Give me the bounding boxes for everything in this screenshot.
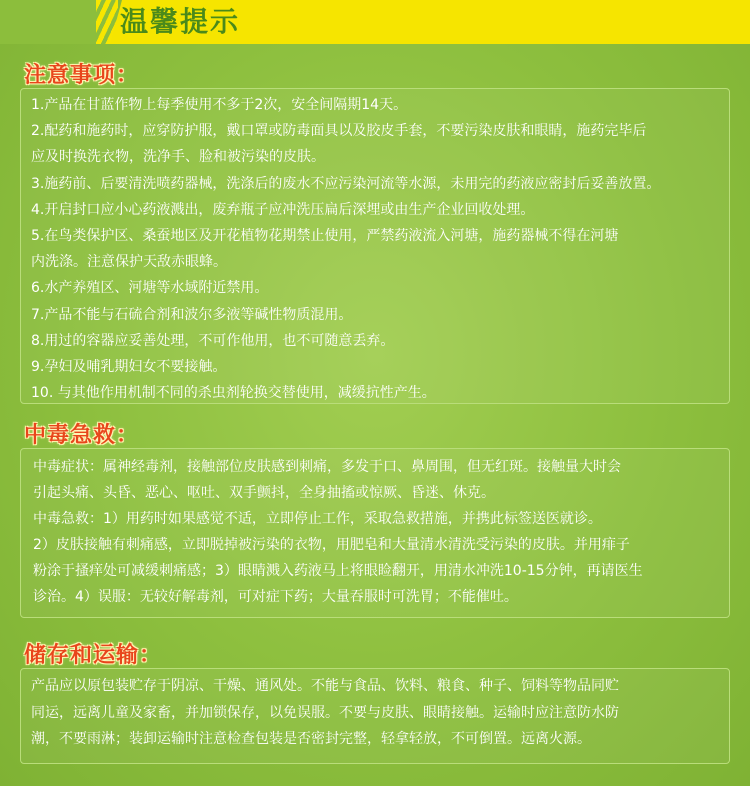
precautions-box <box>20 88 730 404</box>
first-aid-line: 诊治。4）误服：无较好解毒剂，可对症下药；大量吞服时可洗胃；不能催吐。 <box>33 589 518 605</box>
first-aid-line: 2）皮肤接触有刺痛感，立即脱掉被污染的衣物，用肥皂和大量清水清洗受污染的皮肤。并用痱子 <box>33 537 630 553</box>
storage-line: 潮，不要雨淋；装卸运输时注意检查包装是否密封完整，轻拿轻放，不可倒置。远离火源。 <box>31 731 591 747</box>
precautions-heading: 注意事项： <box>24 63 140 88</box>
precautions-line: 8.用过的容器应妥善处理，不可作他用，也不可随意丢弃。 <box>31 332 395 349</box>
first-aid-line: 粉涂于搔痒处可减缓刺痛感；3）眼睛溅入药液马上将眼睑翻开，用清水冲洗10-15分钟，再请医生 <box>33 563 643 579</box>
precautions-line: 6.水产养殖区、河塘等水域附近禁用。 <box>31 280 269 297</box>
first-aid-heading: 中毒急救： <box>24 423 140 448</box>
storage-line: 产品应以原包装贮存于阴凉、干燥、通风处。不能与食品、饮料、粮食、种子、饲料等物品同贮 <box>31 678 619 694</box>
storage-line: 同运，远离儿童及家畜，并加锁保存，以免误服。不要与皮肤、眼睛接触。运输时应注意防水防 <box>31 704 619 721</box>
precautions-line: 4.开启封口应小心药液溅出，废弃瓶子应冲洗压扁后深埋或由生产企业回收处理。 <box>31 201 535 218</box>
first-aid-line: 中毒急救：1）用药时如果感觉不适，立即停止工作，采取急救措施，并携此标签送医就诊。 <box>33 511 602 527</box>
precautions-line: 10. 与其他作用机制不同的杀虫剂轮换交替使用，减缓抗性产生。 <box>31 385 436 402</box>
storage-box <box>20 668 730 764</box>
precautions-line: 7.产品不能与石硫合剂和波尔多液等碱性物质混用。 <box>31 306 353 323</box>
banner-title: 温馨提示 <box>120 5 241 38</box>
first-aid-box <box>20 448 730 618</box>
storage-heading: 储存和运输： <box>24 643 163 668</box>
title-banner <box>0 0 750 44</box>
precautions-line: 应及时换洗衣物，洗净手、脸和被污染的皮肤。 <box>31 149 325 166</box>
precautions-line: 1.产品在甘蓝作物上每季使用不多于2次，安全间隔期14天。 <box>31 97 408 113</box>
first-aid-line: 中毒症状：属神经毒剂，接触部位皮肤感到刺痛，多发于口、鼻周围，但无红斑。接触量大时会 <box>33 459 621 475</box>
precautions-line: 5.在鸟类保护区、桑蚕地区及开花植物花期禁止使用，严禁药液流入河塘，施药器械不得在河塘 <box>31 228 619 244</box>
first-aid-line: 引起头痛、头昏、恶心、呕吐、双手颤抖，全身抽搐或惊厥、昏迷、休克。 <box>33 485 495 501</box>
precautions-line: 9.孕妇及哺乳期妇女不要接触。 <box>31 359 227 375</box>
precautions-line: 2.配药和施药时，应穿防护服，戴口罩或防毒面具以及胶皮手套，不要污染皮肤和眼睛，施药完毕后 <box>31 123 647 140</box>
precautions-line: 3.施药前、后要清洗喷药器械，洗涤后的废水不应污染河流等水源，未用完的药液应密封后妥善放置。 <box>31 175 661 192</box>
banner-left-block <box>0 0 100 44</box>
precautions-line: 内洗涤。注意保护天敌赤眼蜂。 <box>31 254 227 271</box>
